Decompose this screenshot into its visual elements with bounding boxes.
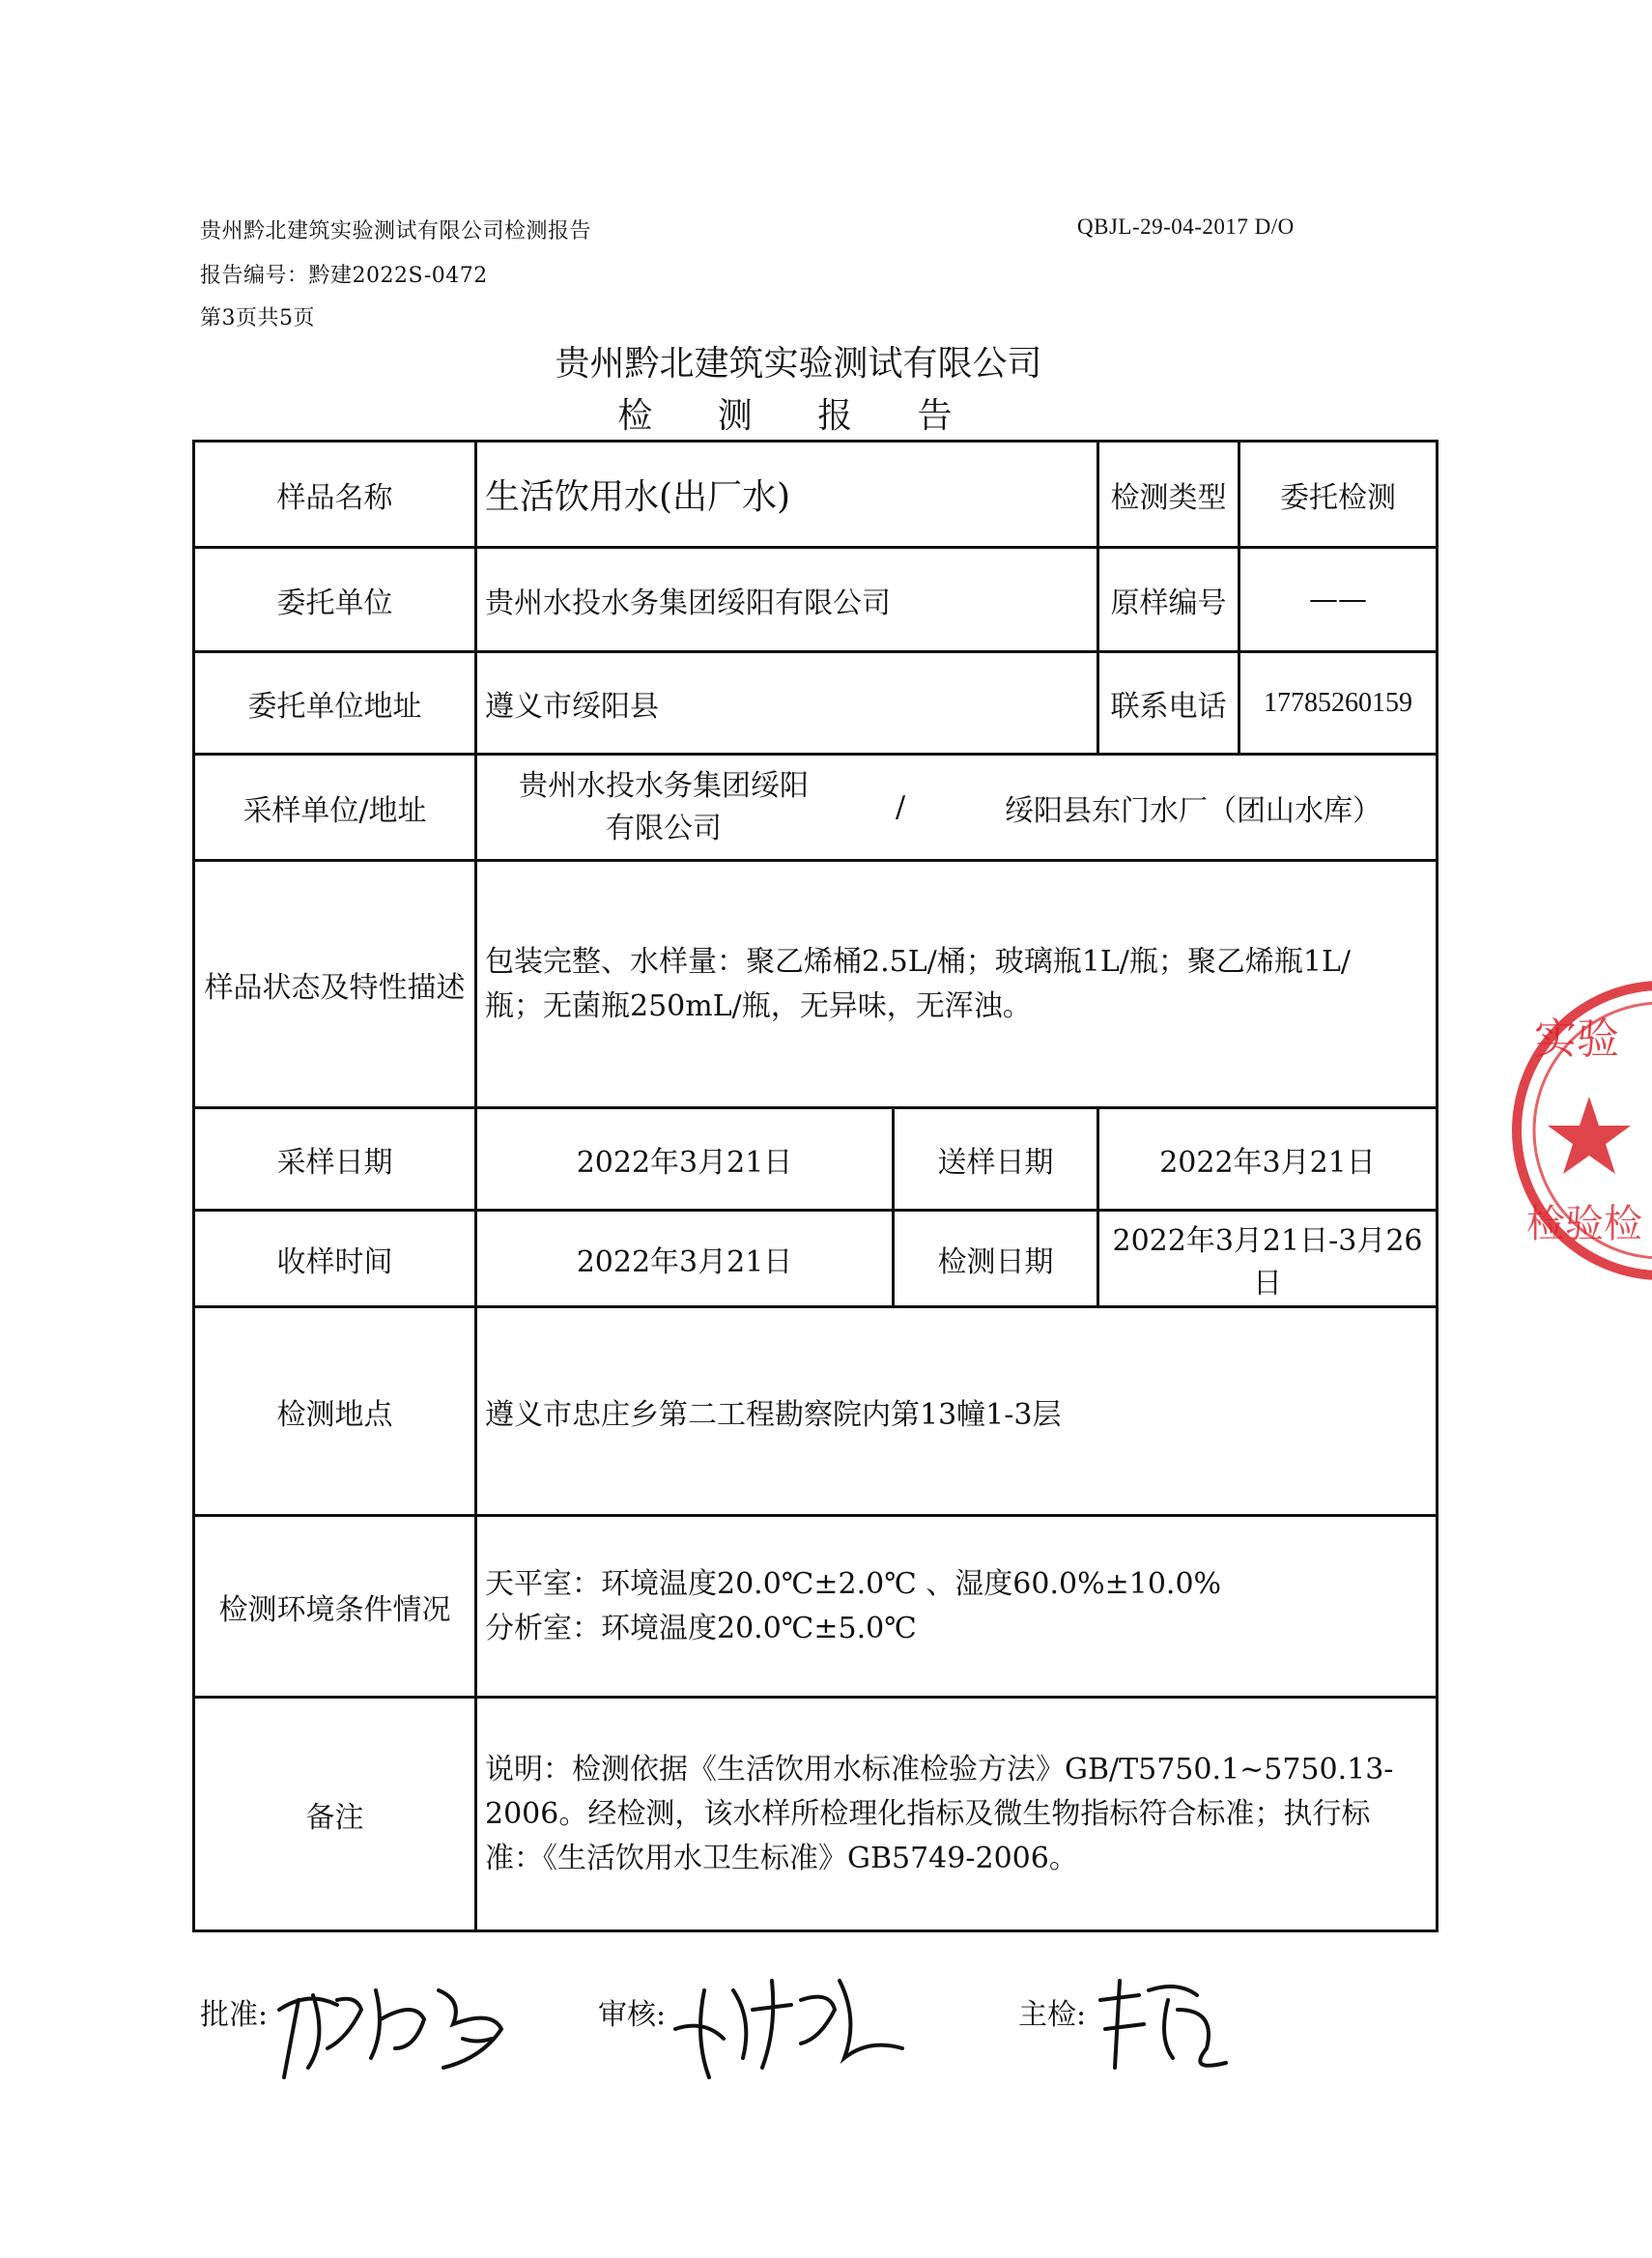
sampler-address: 绥阳县东门水厂（团山水库） <box>1005 793 1381 828</box>
table-row <box>194 1211 1438 1307</box>
remark-label: 备注 <box>194 1698 476 1931</box>
sampling-date-value: 2022年3月21日 <box>476 1108 894 1211</box>
remark-line1: 说明：检测依据《生活饮用水标准检验方法》GB/T5750.1~5750.13- <box>485 1752 1394 1786</box>
sampling-date-label: 采样日期 <box>194 1108 476 1211</box>
inspect-signature <box>1091 1952 1255 2097</box>
sample-name-value: 生活饮用水(出厂水) <box>476 442 1098 548</box>
approve-signature <box>270 1952 521 2097</box>
phone-label: 联系电话 <box>1098 652 1239 755</box>
company-title: 贵州黔北建筑实验测试有限公司 <box>555 344 1042 384</box>
report-title: 检 测 报 告 <box>617 396 980 436</box>
test-type-value: 委托检测 <box>1239 442 1438 548</box>
environment-line1: 天平室：环境温度20.0℃±2.0℃ 、湿度60.0%±10.0% <box>485 1566 1222 1601</box>
environment-label: 检测环境条件情况 <box>194 1516 476 1698</box>
inspect-label: 主检: <box>1018 1998 1087 2032</box>
client-address-label: 委托单位地址 <box>194 652 476 755</box>
receive-time-value: 2022年3月21日 <box>476 1211 894 1307</box>
sample-name-label: 样品名称 <box>194 442 476 548</box>
table-row <box>194 548 1438 652</box>
send-date-value: 2022年3月21日 <box>1098 1108 1438 1211</box>
receive-time-label: 收样时间 <box>194 1211 476 1307</box>
approve-label: 批准: <box>200 1998 269 2032</box>
review-signature <box>666 1952 917 2097</box>
remark-value <box>476 1698 1438 1931</box>
test-date-label: 检测日期 <box>894 1211 1098 1307</box>
table-row <box>194 755 1438 861</box>
phone-value: 17785260159 <box>1239 652 1438 755</box>
table-row <box>194 861 1438 1108</box>
send-date-label: 送样日期 <box>894 1108 1098 1211</box>
table-row <box>194 442 1438 548</box>
environment-line2: 分析室：环境温度20.0℃±5.0℃ <box>485 1611 917 1645</box>
client-value: 贵州水投水务集团绥阳有限公司 <box>476 548 1098 652</box>
table-row <box>194 1108 1438 1211</box>
environment-value <box>476 1516 1438 1698</box>
sample-state-label: 样品状态及特性描述 <box>194 861 476 1108</box>
seal-stamp <box>1507 957 1652 1304</box>
sample-state-value <box>476 861 1438 1108</box>
sampler-label: 采样单位/地址 <box>194 755 476 861</box>
sampler-unit-line2: 有限公司 <box>606 811 722 845</box>
report-table <box>192 440 1438 1932</box>
table-row <box>194 1307 1438 1516</box>
sampler-separator: / <box>895 790 906 824</box>
test-location-value: 遵义市忠庄乡第二工程勘察院内第13幢1-3层 <box>476 1307 1438 1516</box>
test-date-value: 2022年3月21日-3月26日 <box>1098 1211 1438 1307</box>
client-label: 委托单位 <box>194 548 476 652</box>
form-code: QBJL-29-04-2017 D/O <box>1077 214 1295 239</box>
svg-text:检验检: 检验检 <box>1526 1202 1642 1246</box>
table-row <box>194 652 1438 755</box>
sample-state-line1: 包装完整、水样量：聚乙烯桶2.5L/桶；玻璃瓶1L/瓶；聚乙烯瓶1L/ <box>485 944 1351 979</box>
svg-text:实验: 实验 <box>1534 1015 1619 1064</box>
report-header-company: 贵州黔北建筑实验测试有限公司检测报告 <box>200 219 592 243</box>
table-row <box>194 1516 1438 1698</box>
review-label: 审核: <box>598 1998 667 2032</box>
test-type-label: 检测类型 <box>1098 442 1239 548</box>
page-number: 第3页共5页 <box>200 306 315 330</box>
sampler-value <box>476 755 1438 861</box>
sampler-unit-line1: 贵州水投水务集团绥阳 <box>519 768 809 803</box>
original-sample-no-label: 原样编号 <box>1098 548 1239 652</box>
table-row <box>194 1698 1438 1931</box>
signature-row <box>192 1952 1255 2097</box>
test-location-label: 检测地点 <box>194 1307 476 1516</box>
client-address-value: 遵义市绥阳县 <box>476 652 1098 755</box>
sample-state-line2: 瓶；无菌瓶250mL/瓶，无异味，无浑浊。 <box>485 988 1032 1023</box>
report-number: 报告编号：黔建2022S-0472 <box>200 264 488 288</box>
remark-line3: 准：《生活饮用水卫生标准》GB5749-2006。 <box>485 1841 1078 1875</box>
original-sample-no-value: —— <box>1239 548 1438 652</box>
remark-line2: 2006。经检测，该水样所检理化指标及微生物指标符合标准；执行标 <box>485 1796 1371 1831</box>
